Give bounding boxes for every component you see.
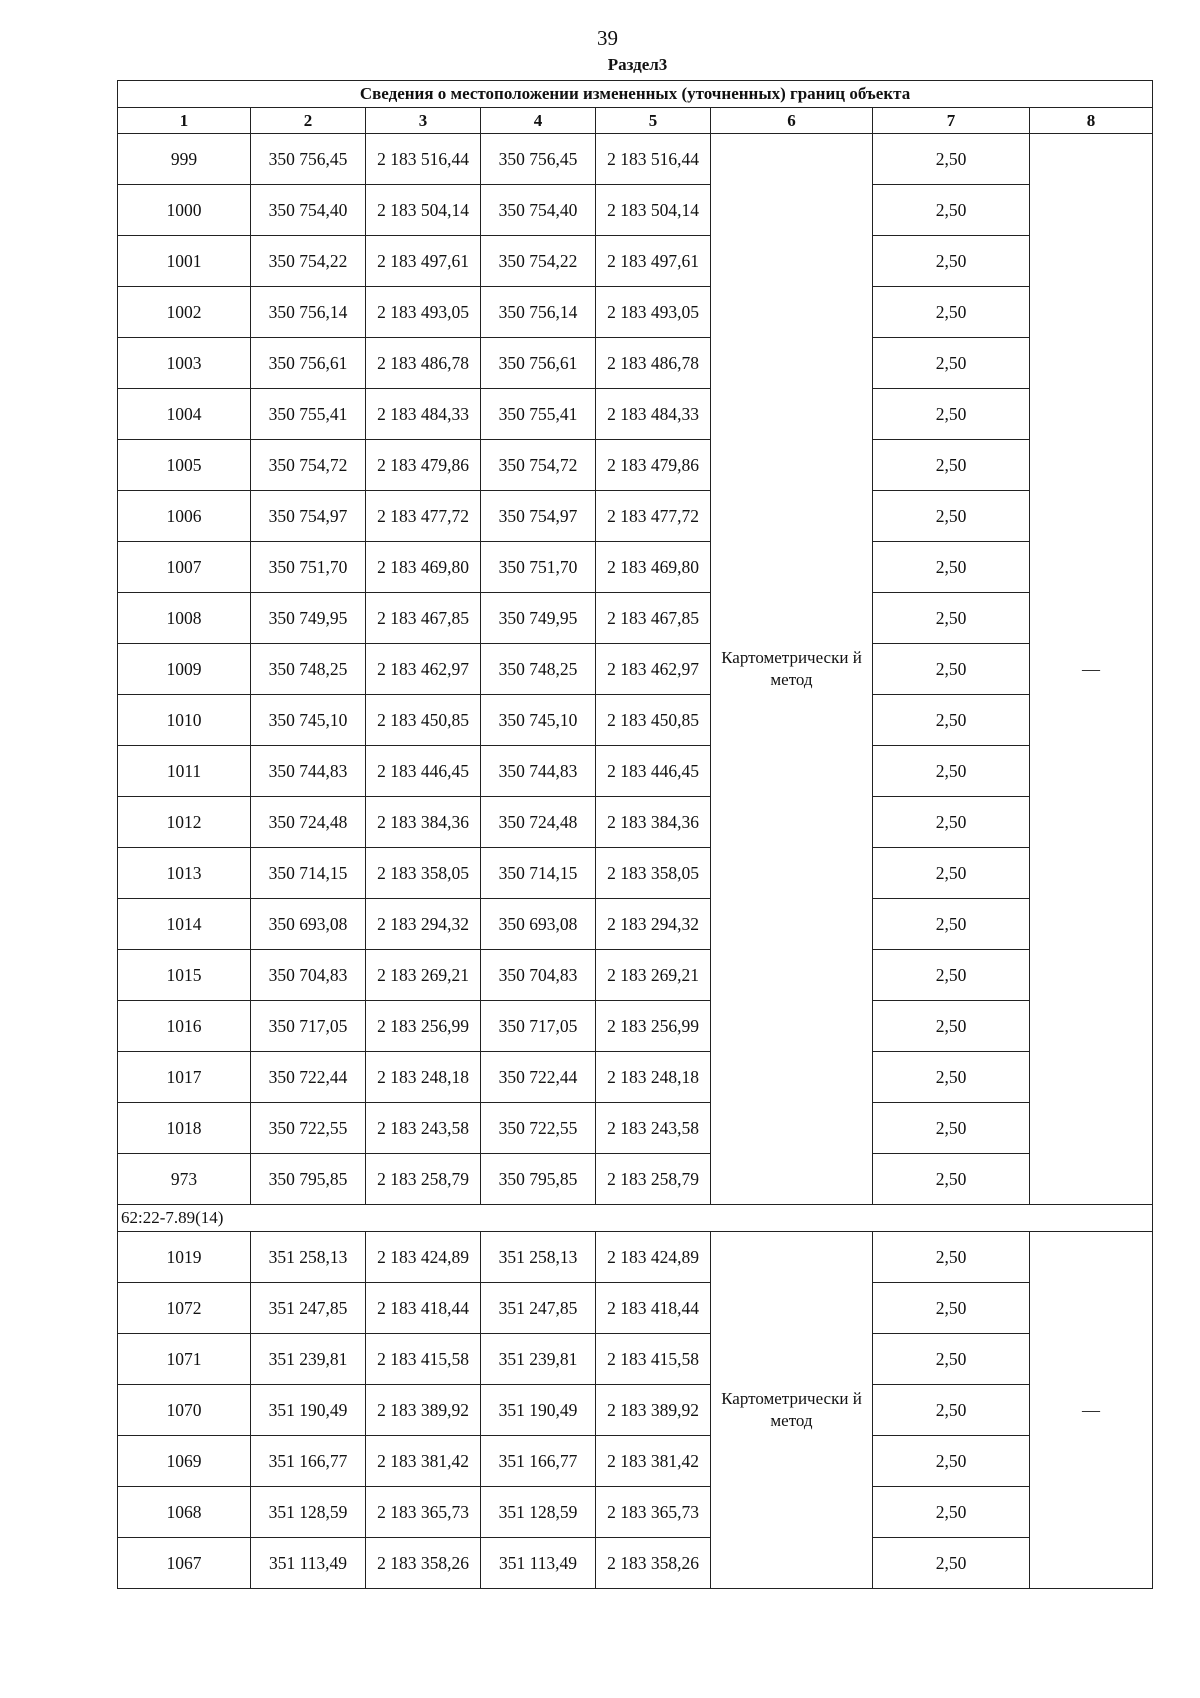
x-coordinate-cell: 351 113,49	[251, 1538, 366, 1589]
boundary-coordinates-table	[117, 80, 1153, 1589]
x-coordinate-new-cell: 350 756,45	[481, 134, 596, 185]
accuracy-cell: 2,50	[873, 1052, 1030, 1103]
method-cell	[711, 1487, 873, 1538]
accuracy-cell: 2,50	[873, 1436, 1030, 1487]
table-row	[118, 1385, 1153, 1436]
accuracy-cell: 2,50	[873, 236, 1030, 287]
x-coordinate-new-cell: 351 258,13	[481, 1232, 596, 1283]
y-coordinate-new-cell: 2 183 446,45	[596, 746, 711, 797]
y-coordinate-cell: 2 183 516,44	[366, 134, 481, 185]
point-number-cell: 973	[118, 1154, 251, 1205]
y-coordinate-cell: 2 183 450,85	[366, 695, 481, 746]
x-coordinate-new-cell: 350 714,15	[481, 848, 596, 899]
y-coordinate-new-cell: 2 183 469,80	[596, 542, 711, 593]
method-cell	[711, 542, 873, 593]
y-coordinate-new-cell: 2 183 462,97	[596, 644, 711, 695]
y-coordinate-cell: 2 183 256,99	[366, 1001, 481, 1052]
x-coordinate-new-cell: 350 795,85	[481, 1154, 596, 1205]
x-coordinate-new-cell: 350 756,14	[481, 287, 596, 338]
x-coordinate-cell: 350 754,72	[251, 440, 366, 491]
table-caption-row	[118, 81, 1153, 108]
x-coordinate-new-cell: 351 113,49	[481, 1538, 596, 1589]
y-coordinate-new-cell: 2 183 389,92	[596, 1385, 711, 1436]
accuracy-cell: 2,50	[873, 440, 1030, 491]
y-coordinate-cell: 2 183 446,45	[366, 746, 481, 797]
accuracy-cell: 2,50	[873, 593, 1030, 644]
accuracy-cell: 2,50	[873, 1385, 1030, 1436]
accuracy-cell: 2,50	[873, 491, 1030, 542]
y-coordinate-cell: 2 183 493,05	[366, 287, 481, 338]
accuracy-cell: 2,50	[873, 848, 1030, 899]
y-coordinate-cell: 2 183 497,61	[366, 236, 481, 287]
y-coordinate-cell: 2 183 415,58	[366, 1334, 481, 1385]
method-cell	[711, 1154, 873, 1205]
column-8-cell: —	[1030, 644, 1153, 695]
page-number: 39	[597, 26, 618, 50]
column-8-cell	[1030, 542, 1153, 593]
table-row	[118, 1052, 1153, 1103]
point-number-cell: 1016	[118, 1001, 251, 1052]
method-cell: Картометрически й метод	[711, 644, 873, 695]
point-number-cell: 1001	[118, 236, 251, 287]
table-row	[118, 950, 1153, 1001]
point-number-cell: 1005	[118, 440, 251, 491]
y-coordinate-cell: 2 183 504,14	[366, 185, 481, 236]
table-row	[118, 338, 1153, 389]
column-number: 4	[481, 108, 596, 134]
y-coordinate-cell: 2 183 389,92	[366, 1385, 481, 1436]
column-8-cell	[1030, 1538, 1153, 1589]
section-title: Раздел3	[607, 55, 668, 74]
point-number-cell: 1006	[118, 491, 251, 542]
table-row	[118, 695, 1153, 746]
x-coordinate-cell: 351 166,77	[251, 1436, 366, 1487]
y-coordinate-new-cell: 2 183 467,85	[596, 593, 711, 644]
y-coordinate-cell: 2 183 358,26	[366, 1538, 481, 1589]
x-coordinate-new-cell: 350 754,40	[481, 185, 596, 236]
y-coordinate-new-cell: 2 183 294,32	[596, 899, 711, 950]
x-coordinate-cell: 350 754,40	[251, 185, 366, 236]
point-number-cell: 1003	[118, 338, 251, 389]
x-coordinate-cell: 351 128,59	[251, 1487, 366, 1538]
column-number: 7	[873, 108, 1030, 134]
x-coordinate-new-cell: 350 722,55	[481, 1103, 596, 1154]
x-coordinate-new-cell: 350 748,25	[481, 644, 596, 695]
table-row	[118, 1001, 1153, 1052]
x-coordinate-new-cell: 350 754,72	[481, 440, 596, 491]
method-cell	[711, 491, 873, 542]
method-cell	[711, 1001, 873, 1052]
table-row	[118, 542, 1153, 593]
x-coordinate-new-cell: 350 745,10	[481, 695, 596, 746]
y-coordinate-cell: 2 183 381,42	[366, 1436, 481, 1487]
point-number-cell: 1017	[118, 1052, 251, 1103]
accuracy-cell: 2,50	[873, 389, 1030, 440]
x-coordinate-new-cell: 350 754,22	[481, 236, 596, 287]
accuracy-cell: 2,50	[873, 1232, 1030, 1283]
column-8-cell	[1030, 287, 1153, 338]
y-coordinate-new-cell: 2 183 358,26	[596, 1538, 711, 1589]
x-coordinate-new-cell: 351 166,77	[481, 1436, 596, 1487]
accuracy-cell: 2,50	[873, 899, 1030, 950]
accuracy-cell: 2,50	[873, 134, 1030, 185]
point-number-cell: 1015	[118, 950, 251, 1001]
accuracy-cell: 2,50	[873, 950, 1030, 1001]
y-coordinate-cell: 2 183 243,58	[366, 1103, 481, 1154]
x-coordinate-new-cell: 350 717,05	[481, 1001, 596, 1052]
column-number: 3	[366, 108, 481, 134]
x-coordinate-new-cell: 350 722,44	[481, 1052, 596, 1103]
x-coordinate-cell: 350 749,95	[251, 593, 366, 644]
method-cell: Картометрически й метод	[711, 1385, 873, 1436]
y-coordinate-new-cell: 2 183 415,58	[596, 1334, 711, 1385]
x-coordinate-new-cell: 350 693,08	[481, 899, 596, 950]
method-cell	[711, 338, 873, 389]
column-8-cell	[1030, 1334, 1153, 1385]
x-coordinate-cell: 351 239,81	[251, 1334, 366, 1385]
table-body	[118, 81, 1153, 1589]
table-caption: Сведения о местоположении измененных (уточненных) границ объекта	[118, 81, 1153, 108]
column-8-cell	[1030, 695, 1153, 746]
y-coordinate-new-cell: 2 183 450,85	[596, 695, 711, 746]
y-coordinate-cell: 2 183 462,97	[366, 644, 481, 695]
x-coordinate-cell: 350 717,05	[251, 1001, 366, 1052]
y-coordinate-cell: 2 183 418,44	[366, 1283, 481, 1334]
y-coordinate-cell: 2 183 424,89	[366, 1232, 481, 1283]
x-coordinate-cell: 350 693,08	[251, 899, 366, 950]
point-number-cell: 1069	[118, 1436, 251, 1487]
y-coordinate-new-cell: 2 183 256,99	[596, 1001, 711, 1052]
x-coordinate-new-cell: 351 190,49	[481, 1385, 596, 1436]
column-8-cell	[1030, 1232, 1153, 1283]
x-coordinate-cell: 350 748,25	[251, 644, 366, 695]
point-number-cell: 1013	[118, 848, 251, 899]
column-8-cell	[1030, 236, 1153, 287]
column-8-cell	[1030, 134, 1153, 185]
table-row	[118, 440, 1153, 491]
column-8-cell	[1030, 1103, 1153, 1154]
x-coordinate-cell: 350 754,97	[251, 491, 366, 542]
point-number-cell: 1007	[118, 542, 251, 593]
column-8-cell	[1030, 491, 1153, 542]
point-number-cell: 1000	[118, 185, 251, 236]
table-row	[118, 1334, 1153, 1385]
point-number-cell: 1012	[118, 797, 251, 848]
y-coordinate-cell: 2 183 365,73	[366, 1487, 481, 1538]
point-number-cell: 1014	[118, 899, 251, 950]
column-8-cell	[1030, 1436, 1153, 1487]
x-coordinate-cell: 351 190,49	[251, 1385, 366, 1436]
table-row	[118, 1103, 1153, 1154]
column-8-cell	[1030, 338, 1153, 389]
table-row	[118, 1436, 1153, 1487]
method-cell	[711, 1283, 873, 1334]
x-coordinate-new-cell: 351 247,85	[481, 1283, 596, 1334]
x-coordinate-cell: 350 724,48	[251, 797, 366, 848]
table-row	[118, 1487, 1153, 1538]
y-coordinate-new-cell: 2 183 516,44	[596, 134, 711, 185]
point-number-cell: 1010	[118, 695, 251, 746]
accuracy-cell: 2,50	[873, 746, 1030, 797]
y-coordinate-new-cell: 2 183 424,89	[596, 1232, 711, 1283]
accuracy-cell: 2,50	[873, 797, 1030, 848]
x-coordinate-new-cell: 350 704,83	[481, 950, 596, 1001]
y-coordinate-new-cell: 2 183 418,44	[596, 1283, 711, 1334]
table-row	[118, 848, 1153, 899]
y-coordinate-cell: 2 183 467,85	[366, 593, 481, 644]
x-coordinate-cell: 350 714,15	[251, 848, 366, 899]
method-cell	[711, 1538, 873, 1589]
table-row	[118, 185, 1153, 236]
group-label-row	[118, 1205, 1153, 1232]
x-coordinate-cell: 350 722,55	[251, 1103, 366, 1154]
column-8-cell	[1030, 746, 1153, 797]
method-cell	[711, 1334, 873, 1385]
x-coordinate-new-cell: 350 751,70	[481, 542, 596, 593]
x-coordinate-new-cell: 350 724,48	[481, 797, 596, 848]
method-cell	[711, 1436, 873, 1487]
table-row	[118, 593, 1153, 644]
table-row	[118, 1232, 1153, 1283]
y-coordinate-new-cell: 2 183 269,21	[596, 950, 711, 1001]
method-cell	[711, 695, 873, 746]
point-number-cell: 1070	[118, 1385, 251, 1436]
y-coordinate-cell: 2 183 258,79	[366, 1154, 481, 1205]
accuracy-cell: 2,50	[873, 644, 1030, 695]
y-coordinate-new-cell: 2 183 493,05	[596, 287, 711, 338]
table-row	[118, 797, 1153, 848]
x-coordinate-cell: 350 756,14	[251, 287, 366, 338]
x-coordinate-cell: 350 745,10	[251, 695, 366, 746]
accuracy-cell: 2,50	[873, 338, 1030, 389]
method-cell	[711, 1052, 873, 1103]
point-number-cell: 1011	[118, 746, 251, 797]
x-coordinate-new-cell: 350 754,97	[481, 491, 596, 542]
column-8-cell	[1030, 1487, 1153, 1538]
column-8-cell	[1030, 1001, 1153, 1052]
method-cell	[711, 185, 873, 236]
x-coordinate-cell: 350 755,41	[251, 389, 366, 440]
column-number: 8	[1030, 108, 1153, 134]
y-coordinate-new-cell: 2 183 384,36	[596, 797, 711, 848]
x-coordinate-cell: 350 756,61	[251, 338, 366, 389]
table-row	[118, 899, 1153, 950]
column-number: 5	[596, 108, 711, 134]
point-number-cell: 1018	[118, 1103, 251, 1154]
method-cell	[711, 899, 873, 950]
x-coordinate-new-cell: 351 128,59	[481, 1487, 596, 1538]
accuracy-cell: 2,50	[873, 1334, 1030, 1385]
y-coordinate-cell: 2 183 477,72	[366, 491, 481, 542]
y-coordinate-new-cell: 2 183 484,33	[596, 389, 711, 440]
y-coordinate-new-cell: 2 183 243,58	[596, 1103, 711, 1154]
column-8-cell	[1030, 1283, 1153, 1334]
method-cell	[711, 593, 873, 644]
x-coordinate-cell: 350 704,83	[251, 950, 366, 1001]
x-coordinate-cell: 350 744,83	[251, 746, 366, 797]
column-8-cell	[1030, 1154, 1153, 1205]
method-cell	[711, 440, 873, 491]
column-8-cell	[1030, 593, 1153, 644]
y-coordinate-new-cell: 2 183 358,05	[596, 848, 711, 899]
point-number-cell: 1068	[118, 1487, 251, 1538]
method-cell	[711, 389, 873, 440]
accuracy-cell: 2,50	[873, 1538, 1030, 1589]
accuracy-cell: 2,50	[873, 1103, 1030, 1154]
y-coordinate-cell: 2 183 248,18	[366, 1052, 481, 1103]
y-coordinate-cell: 2 183 358,05	[366, 848, 481, 899]
x-coordinate-cell: 350 722,44	[251, 1052, 366, 1103]
method-cell	[711, 1103, 873, 1154]
method-cell	[711, 746, 873, 797]
x-coordinate-new-cell: 350 744,83	[481, 746, 596, 797]
column-8-cell	[1030, 848, 1153, 899]
y-coordinate-new-cell: 2 183 477,72	[596, 491, 711, 542]
accuracy-cell: 2,50	[873, 1283, 1030, 1334]
x-coordinate-new-cell: 351 239,81	[481, 1334, 596, 1385]
table-row	[118, 1283, 1153, 1334]
accuracy-cell: 2,50	[873, 695, 1030, 746]
y-coordinate-cell: 2 183 486,78	[366, 338, 481, 389]
point-number-cell: 1002	[118, 287, 251, 338]
x-coordinate-cell: 350 751,70	[251, 542, 366, 593]
column-8-cell	[1030, 389, 1153, 440]
point-number-cell: 1072	[118, 1283, 251, 1334]
column-number: 2	[251, 108, 366, 134]
table-row	[118, 389, 1153, 440]
point-number-cell: 1071	[118, 1334, 251, 1385]
column-number: 1	[118, 108, 251, 134]
table-row	[118, 236, 1153, 287]
point-number-cell: 999	[118, 134, 251, 185]
method-cell	[711, 134, 873, 185]
x-coordinate-new-cell: 350 756,61	[481, 338, 596, 389]
method-cell	[711, 848, 873, 899]
point-number-cell: 1009	[118, 644, 251, 695]
column-8-cell	[1030, 797, 1153, 848]
column-number-row	[118, 108, 1153, 134]
method-cell	[711, 950, 873, 1001]
method-cell	[711, 236, 873, 287]
accuracy-cell: 2,50	[873, 1001, 1030, 1052]
x-coordinate-new-cell: 350 749,95	[481, 593, 596, 644]
y-coordinate-cell: 2 183 294,32	[366, 899, 481, 950]
y-coordinate-new-cell: 2 183 258,79	[596, 1154, 711, 1205]
accuracy-cell: 2,50	[873, 1487, 1030, 1538]
point-number-cell: 1004	[118, 389, 251, 440]
column-8-cell: —	[1030, 1385, 1153, 1436]
x-coordinate-cell: 350 754,22	[251, 236, 366, 287]
y-coordinate-new-cell: 2 183 479,86	[596, 440, 711, 491]
y-coordinate-new-cell: 2 183 504,14	[596, 185, 711, 236]
table-row	[118, 1154, 1153, 1205]
group-label: 62:22-7.89(14)	[118, 1205, 1153, 1232]
column-8-cell	[1030, 950, 1153, 1001]
x-coordinate-cell: 350 756,45	[251, 134, 366, 185]
y-coordinate-cell: 2 183 269,21	[366, 950, 481, 1001]
point-number-cell: 1067	[118, 1538, 251, 1589]
point-number-cell: 1008	[118, 593, 251, 644]
point-number-cell: 1019	[118, 1232, 251, 1283]
table-row	[118, 491, 1153, 542]
x-coordinate-new-cell: 350 755,41	[481, 389, 596, 440]
y-coordinate-new-cell: 2 183 381,42	[596, 1436, 711, 1487]
y-coordinate-cell: 2 183 469,80	[366, 542, 481, 593]
y-coordinate-cell: 2 183 484,33	[366, 389, 481, 440]
table-row	[118, 287, 1153, 338]
table-row	[118, 746, 1153, 797]
accuracy-cell: 2,50	[873, 185, 1030, 236]
accuracy-cell: 2,50	[873, 542, 1030, 593]
y-coordinate-new-cell: 2 183 365,73	[596, 1487, 711, 1538]
column-8-cell	[1030, 1052, 1153, 1103]
x-coordinate-cell: 351 247,85	[251, 1283, 366, 1334]
table-row	[118, 644, 1153, 695]
y-coordinate-new-cell: 2 183 486,78	[596, 338, 711, 389]
table-row	[118, 134, 1153, 185]
column-8-cell	[1030, 440, 1153, 491]
accuracy-cell: 2,50	[873, 287, 1030, 338]
x-coordinate-cell: 350 795,85	[251, 1154, 366, 1205]
y-coordinate-cell: 2 183 479,86	[366, 440, 481, 491]
x-coordinate-cell: 351 258,13	[251, 1232, 366, 1283]
table-row	[118, 1538, 1153, 1589]
y-coordinate-new-cell: 2 183 497,61	[596, 236, 711, 287]
column-8-cell	[1030, 899, 1153, 950]
accuracy-cell: 2,50	[873, 1154, 1030, 1205]
y-coordinate-cell: 2 183 384,36	[366, 797, 481, 848]
y-coordinate-new-cell: 2 183 248,18	[596, 1052, 711, 1103]
method-cell	[711, 1232, 873, 1283]
method-cell	[711, 287, 873, 338]
column-number: 6	[711, 108, 873, 134]
method-cell	[711, 797, 873, 848]
column-8-cell	[1030, 185, 1153, 236]
